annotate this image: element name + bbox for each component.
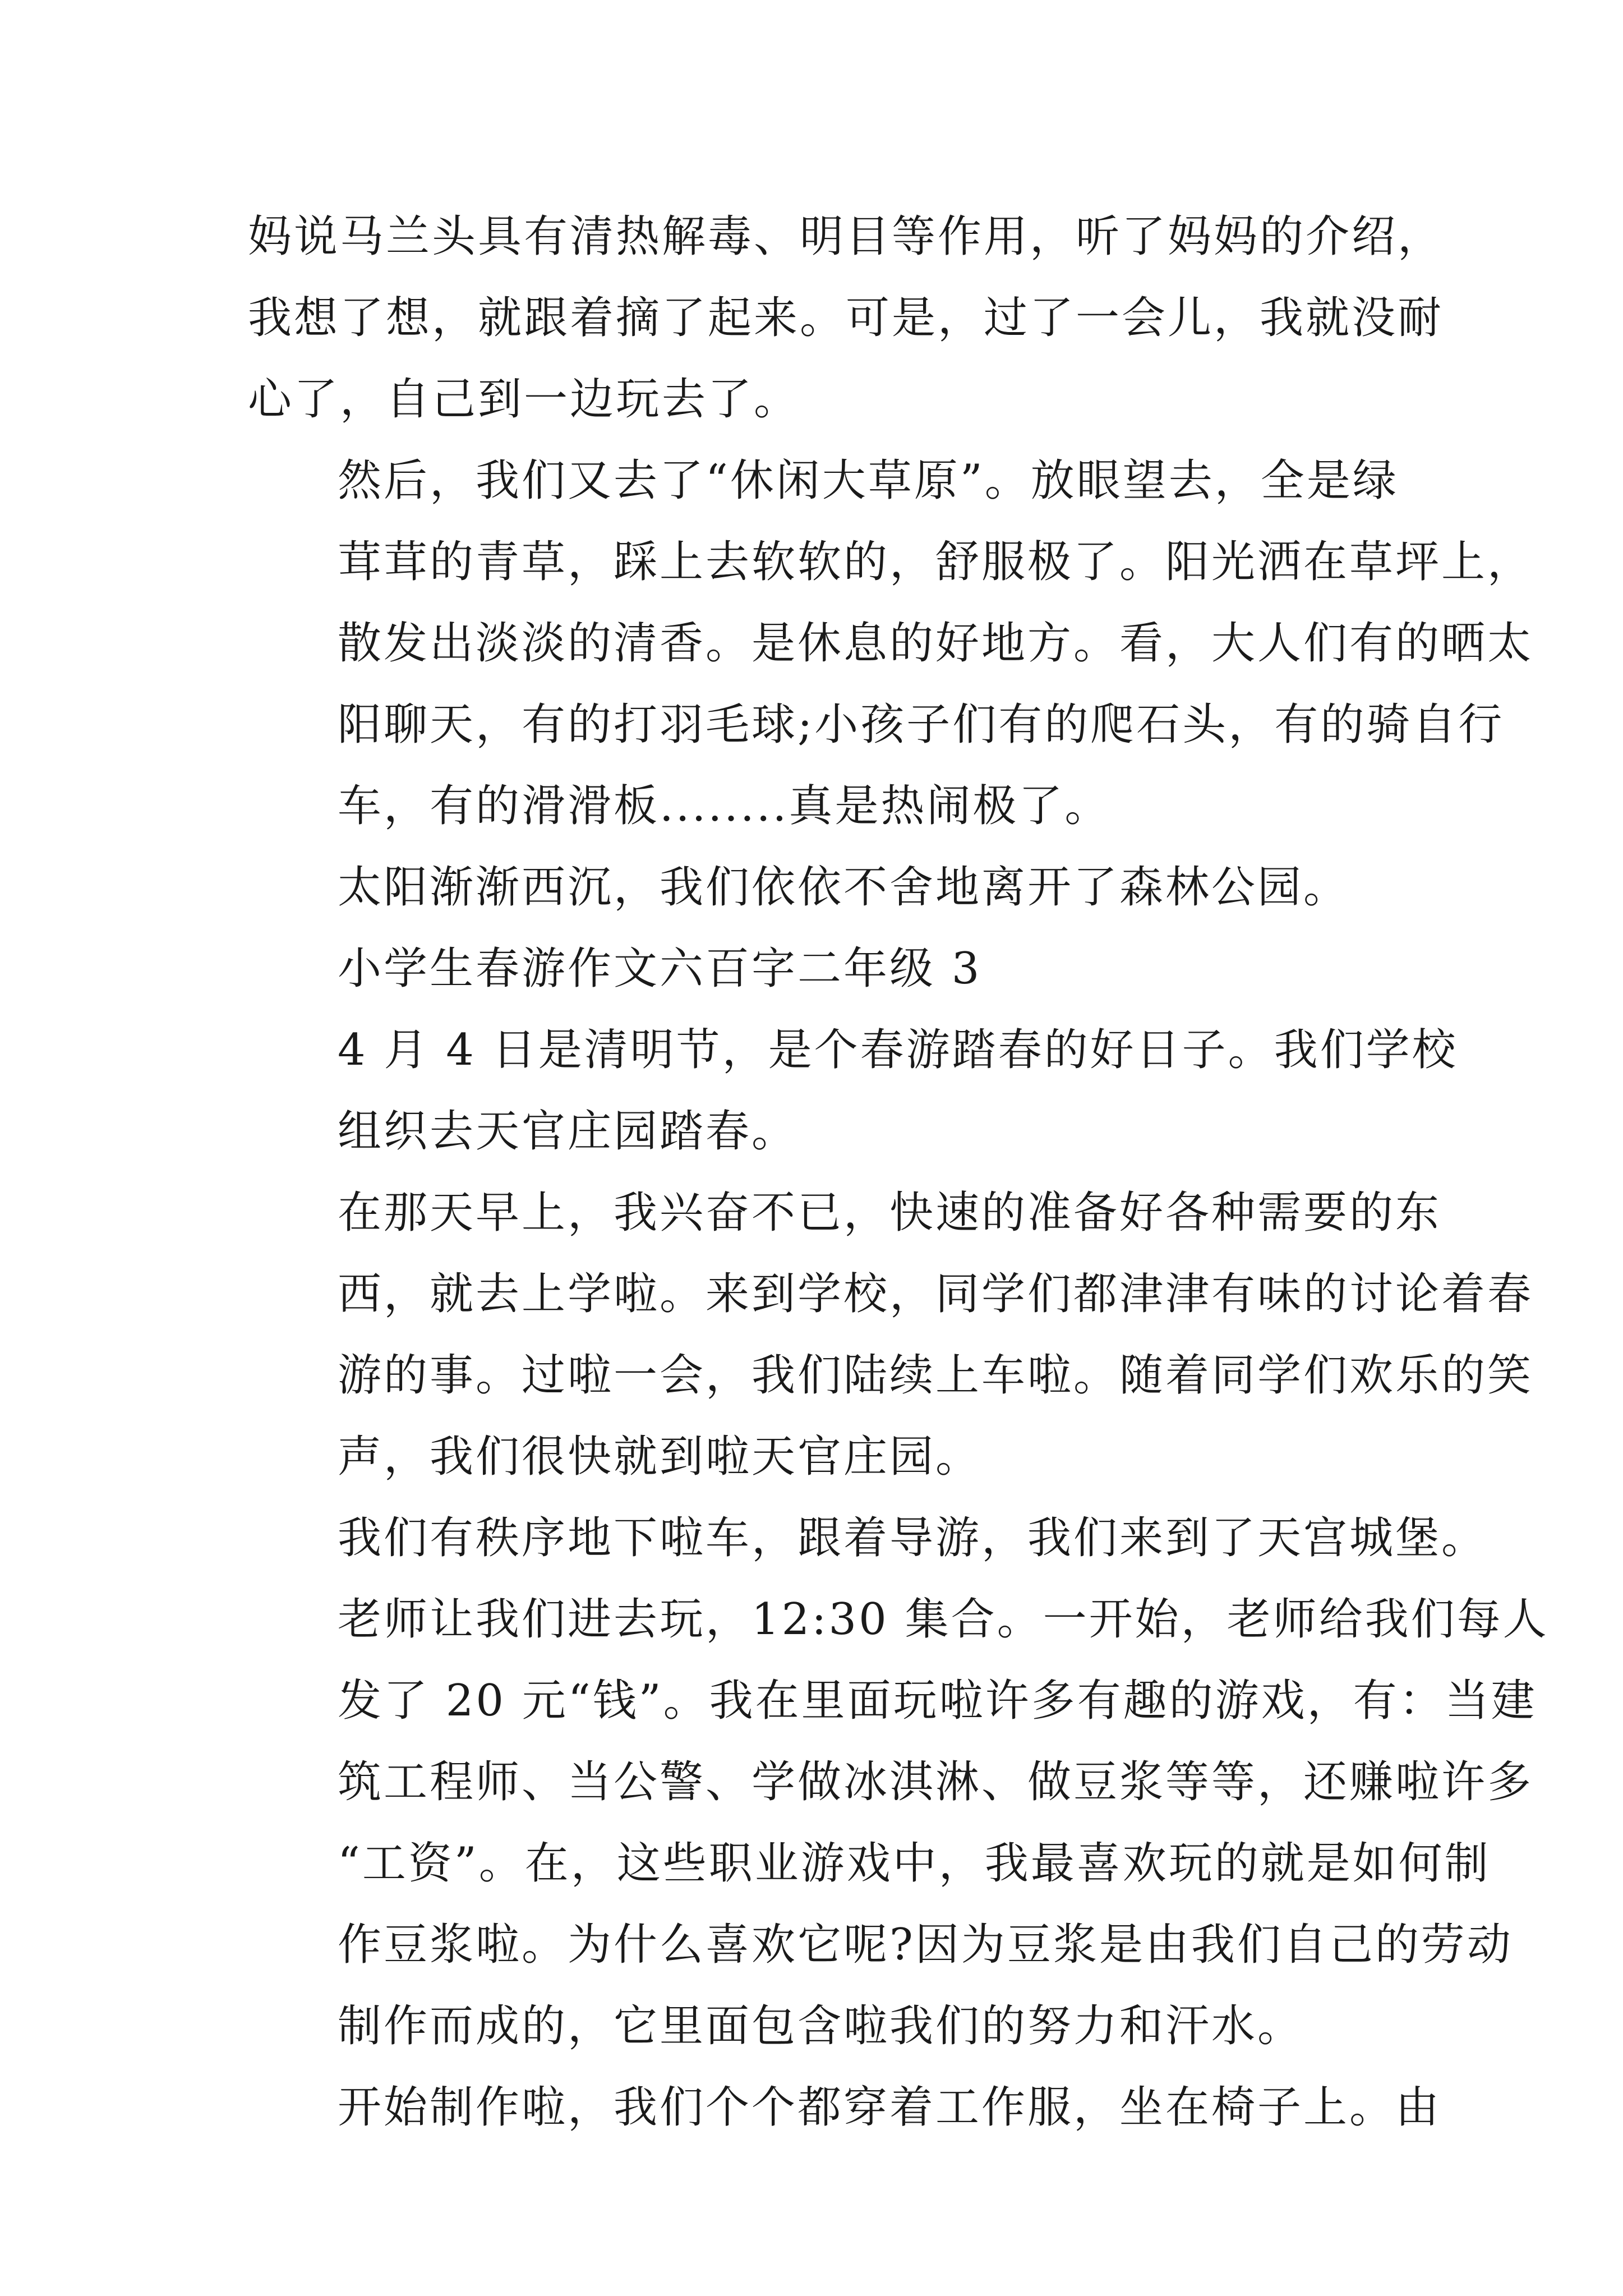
text-line: 组织去天官庄园踏春。 [338,1106,798,1157]
text-line: 西，就去上学啦。来到学校，同学们都津津有味的讨论着春 [338,1269,1534,1319]
paragraph-2 [248,440,1534,847]
text-line: 4 月 4 日是清明节，是个春游踏春的好日子。我们学校 [338,1025,1458,1075]
text-line: 在那天早上，我兴奋不已，快速的准备好各种需要的东 [338,1188,1442,1238]
text-line: 筑工程师、当公警、学做冰淇淋、做豆浆等等，还赚啦许多 [338,1757,1534,1807]
text-line: 散发出淡淡的清香。是休息的好地方。看，大人们有的晒太 [338,618,1534,669]
text-line: “工资”。在，这些职业游戏中，我最喜欢玩的就是如何制 [338,1838,1491,1889]
text-line: 制作而成的，它里面包含啦我们的努力和汗水。 [338,2001,1304,2051]
text-line: 阳聊天，有的打羽毛球;小孩子们有的爬石头，有的骑自行 [338,700,1505,750]
paragraph-3 [248,847,1381,928]
text-line: 心了，自己到一边玩去了。 [248,374,800,425]
paragraph-7 [248,1498,1549,2067]
text-line: 发了 20 元“钱”。我在里面玩啦许多有趣的游戏，有：当建 [338,1676,1537,1726]
text-line: 车，有的滑滑板........真是热闹极了。 [338,781,1111,831]
section-heading [248,928,1381,1010]
text-line: 老师让我们进去玩，12:30 集合。一开始，老师给我们每人 [338,1594,1549,1645]
text-line: 作豆浆啦。为什么喜欢它呢?因为豆浆是由我们自己的劳动 [338,1920,1513,1970]
paragraph-5 [248,1010,1458,1172]
text-line: 妈说马兰头具有清热解毒、明目等作用，听了妈妈的介绍， [248,211,1444,262]
paragraph-1 [248,196,1444,440]
text-line: 我们有秩序地下啦车，跟着导游，我们来到了天宫城堡。 [338,1513,1488,1563]
text-line: 游的事。过啦一会，我们陆续上车啦。随着同学们欢乐的笑 [338,1350,1534,1401]
text-line: 小学生春游作文六百字二年级 3 [338,944,982,994]
text-line: 茸茸的青草，踩上去软软的，舒服极了。阳光洒在草坪上， [338,537,1534,587]
text-line: 太阳渐渐西沉，我们依依不舍地离开了森林公园。 [338,862,1350,913]
paragraph-8 [248,2067,1442,2148]
text-line: 开始制作啦，我们个个都穿着工作服，坐在椅子上。由 [338,2082,1442,2133]
text-line: 我想了想，就跟着摘了起来。可是，过了一会儿，我就没耐 [248,293,1444,343]
paragraph-6 [248,1172,1534,1498]
text-line: 然后，我们又去了“休闲大草原”。放眼望去，全是绿 [338,455,1399,506]
essay-text [248,196,1549,2148]
text-line: 声，我们很快就到啦天官庄园。 [338,1432,982,1482]
